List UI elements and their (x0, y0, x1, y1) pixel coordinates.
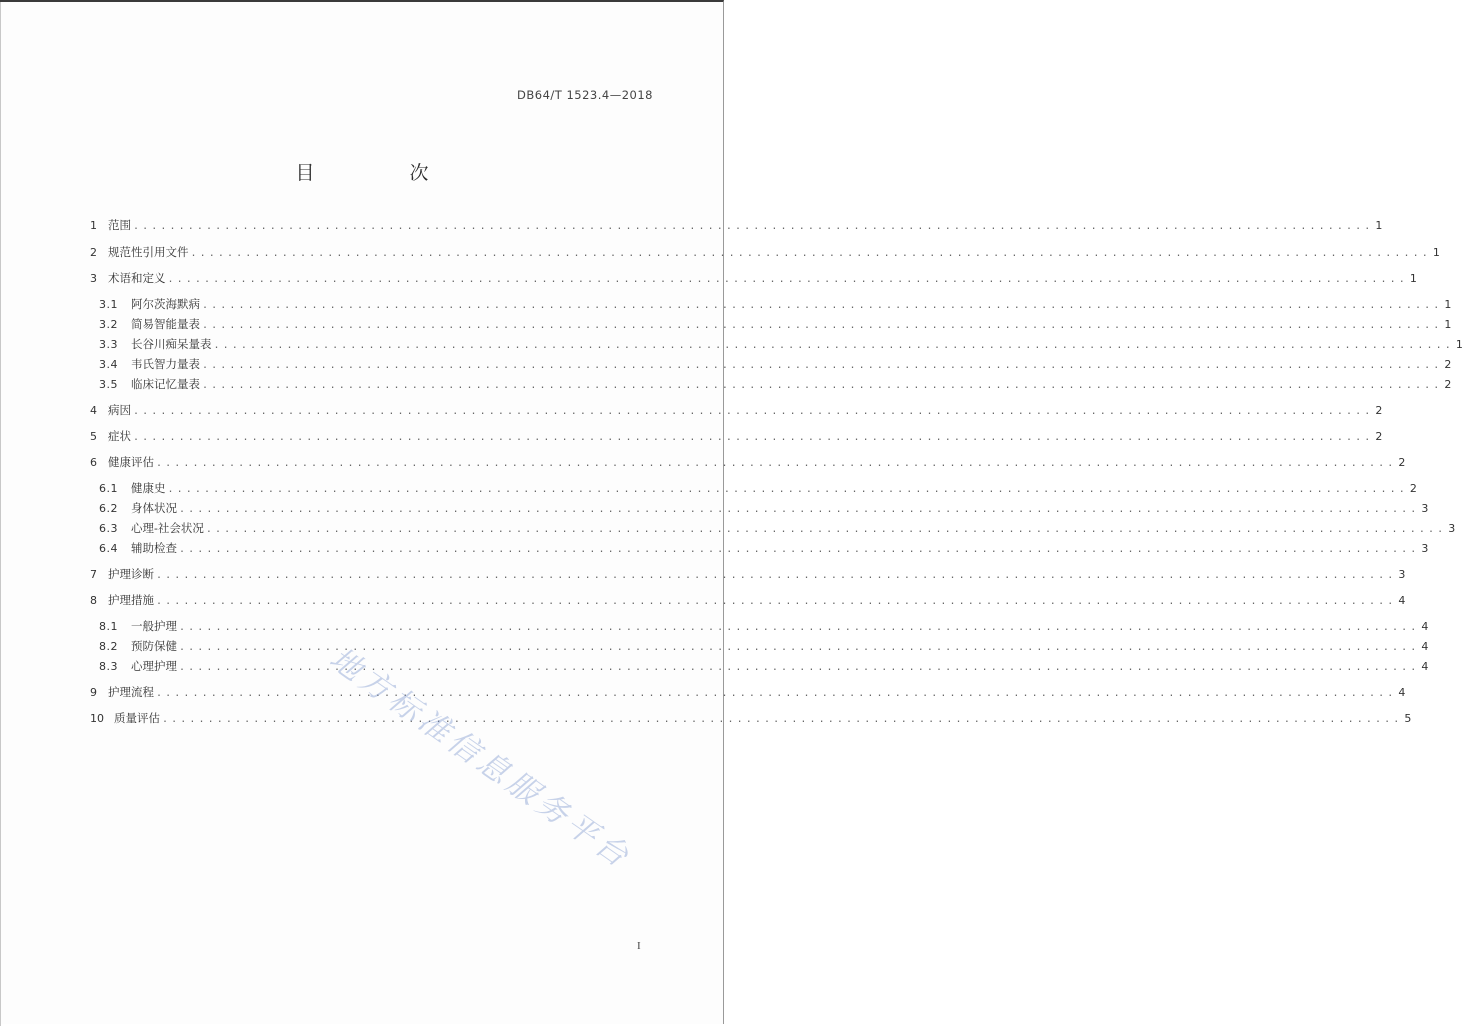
standard-code: DB64/T 1523.4—2018 (517, 88, 653, 102)
toc-leader: ........................................................................................................................................ (156, 596, 1397, 607)
toc-label: 范围 (108, 218, 131, 232)
toc-page: 2 (1444, 358, 1452, 371)
toc-number: 6 (90, 456, 97, 469)
toc-entry-3-4[interactable] (90, 356, 1452, 372)
toc-page: 1 (1444, 318, 1452, 331)
toc-label: 术语和定义 (108, 271, 166, 285)
toc-leader: ........................................................................................................................................ (133, 221, 1374, 232)
toc-page: 3 (1448, 522, 1456, 535)
toc-number: 10 (90, 712, 104, 725)
page-number: I (637, 940, 641, 952)
toc-entry-3-2[interactable] (90, 316, 1452, 332)
toc-page: 4 (1398, 686, 1406, 699)
toc-page: 1 (1432, 246, 1440, 259)
toc-entry-3-1[interactable] (90, 296, 1452, 312)
toc-number: 8.3 (99, 660, 118, 673)
toc-page: 4 (1421, 620, 1429, 633)
toc-number: 7 (90, 568, 97, 581)
toc-page: 4 (1421, 640, 1429, 653)
toc-label: 辅助检查 (131, 541, 177, 555)
toc-number: 3.4 (99, 358, 118, 371)
toc-leader: ........................................................................................................................................ (156, 458, 1397, 469)
toc-number: 5 (90, 430, 97, 443)
toc-label: 韦氏智力量表 (131, 357, 200, 371)
toc-page: 3 (1421, 542, 1429, 555)
page-title: 目 次 (295, 162, 467, 184)
toc-number: 8 (90, 594, 97, 607)
toc-page: 2 (1444, 378, 1452, 391)
toc-page: 3 (1398, 568, 1406, 581)
toc-label: 一般护理 (131, 619, 177, 633)
toc-leader: ........................................................................................................................................ (179, 622, 1420, 633)
toc-label: 质量评估 (114, 711, 160, 725)
toc-entry-6-2[interactable] (90, 500, 1429, 516)
toc-entry-6[interactable] (90, 454, 1406, 470)
toc-leader: ........................................................................................................................................ (167, 484, 1408, 495)
toc-number: 1 (90, 219, 97, 232)
toc-leader: ........................................................................................................................................ (205, 524, 1447, 535)
toc-page: 2 (1398, 456, 1406, 469)
toc-label: 病因 (108, 403, 131, 417)
toc-entry-7[interactable] (90, 566, 1406, 582)
toc-label: 健康史 (131, 481, 166, 495)
toc-label: 症状 (108, 429, 131, 443)
toc-number: 3.2 (99, 318, 118, 331)
toc-page: 4 (1398, 594, 1406, 607)
toc-entry-8-1[interactable] (90, 618, 1429, 634)
toc-leader: ........................................................................................................................................ (202, 300, 1443, 311)
toc-number: 4 (90, 404, 97, 417)
toc-leader: ........................................................................................................................................ (133, 406, 1374, 417)
toc-number: 3.3 (99, 338, 118, 351)
toc-leader: ........................................................................................................................................ (179, 662, 1420, 673)
toc-entry-2[interactable] (90, 244, 1440, 260)
toc-leader: ........................................................................................................................................ (179, 642, 1420, 653)
toc-label: 预防保健 (131, 639, 177, 653)
toc-label: 护理措施 (108, 593, 154, 607)
toc-label: 临床记忆量表 (131, 377, 200, 391)
toc-leader: ........................................................................................................................................ (202, 360, 1443, 371)
toc-label: 心理-社会状况 (131, 521, 204, 535)
toc-entry-3-3[interactable] (90, 336, 1463, 352)
toc-number: 8.2 (99, 640, 118, 653)
toc-number: 8.1 (99, 620, 118, 633)
toc-entry-5[interactable] (90, 428, 1383, 444)
toc-page: 1 (1455, 338, 1463, 351)
toc-leader: ........................................................................................................................................ (179, 544, 1420, 555)
toc-page: 4 (1421, 660, 1429, 673)
toc-entry-6-3[interactable] (90, 520, 1456, 536)
toc-entry-3[interactable] (90, 270, 1417, 286)
toc-entry-1[interactable] (90, 217, 1383, 233)
toc-page: 1 (1409, 272, 1417, 285)
toc-number: 6.1 (99, 482, 118, 495)
toc-number: 3.1 (99, 298, 118, 311)
toc-leader: ........................................................................................................................................ (156, 688, 1397, 699)
toc-leader: ........................................................................................................................................ (190, 248, 1431, 259)
toc-leader: ........................................................................................................................................ (162, 714, 1403, 725)
toc-number: 3 (90, 272, 97, 285)
toc-leader: ........................................................................................................................................ (133, 432, 1374, 443)
toc-page: 2 (1375, 404, 1383, 417)
watermark-text: 地方标准信息服务平台 (322, 640, 639, 877)
toc-label: 长谷川痴呆量表 (131, 337, 212, 351)
toc-label: 规范性引用文件 (108, 245, 189, 259)
toc-leader: ........................................................................................................................................ (202, 320, 1443, 331)
toc-entry-10[interactable] (90, 710, 1412, 726)
toc-leader: ........................................................................................................................................ (202, 380, 1443, 391)
toc-label: 身体状况 (131, 501, 177, 515)
toc-number: 6.3 (99, 522, 118, 535)
toc-page: 2 (1409, 482, 1417, 495)
toc-label: 心理护理 (131, 659, 177, 673)
page-edge (0, 2, 1, 1026)
toc-number: 9 (90, 686, 97, 699)
toc-page: 2 (1375, 430, 1383, 443)
toc-label: 简易智能量表 (131, 317, 200, 331)
toc-entry-4[interactable] (90, 402, 1383, 418)
toc-page: 1 (1375, 219, 1383, 232)
toc-number: 2 (90, 246, 97, 259)
toc-page: 1 (1444, 298, 1452, 311)
toc-label: 护理诊断 (108, 567, 154, 581)
toc-leader: ........................................................................................................................................ (179, 504, 1420, 515)
toc-number: 6.2 (99, 502, 118, 515)
toc-leader: ........................................................................................................................................ (167, 274, 1408, 285)
toc-leader: ........................................................................................................................................ (156, 570, 1397, 581)
toc-entry-6-1[interactable] (90, 480, 1417, 496)
toc-label: 阿尔茨海默病 (131, 297, 200, 311)
toc-entry-3-5[interactable] (90, 376, 1452, 392)
toc-label: 健康评估 (108, 455, 154, 469)
toc-number: 3.5 (99, 378, 118, 391)
toc-page: 5 (1404, 712, 1412, 725)
toc-page: 3 (1421, 502, 1429, 515)
toc-entry-6-4[interactable] (90, 540, 1429, 556)
toc-leader: ........................................................................................................................................ (213, 340, 1454, 351)
toc-number: 6.4 (99, 542, 118, 555)
toc-entry-8[interactable] (90, 592, 1406, 608)
toc-label: 护理流程 (108, 685, 154, 699)
